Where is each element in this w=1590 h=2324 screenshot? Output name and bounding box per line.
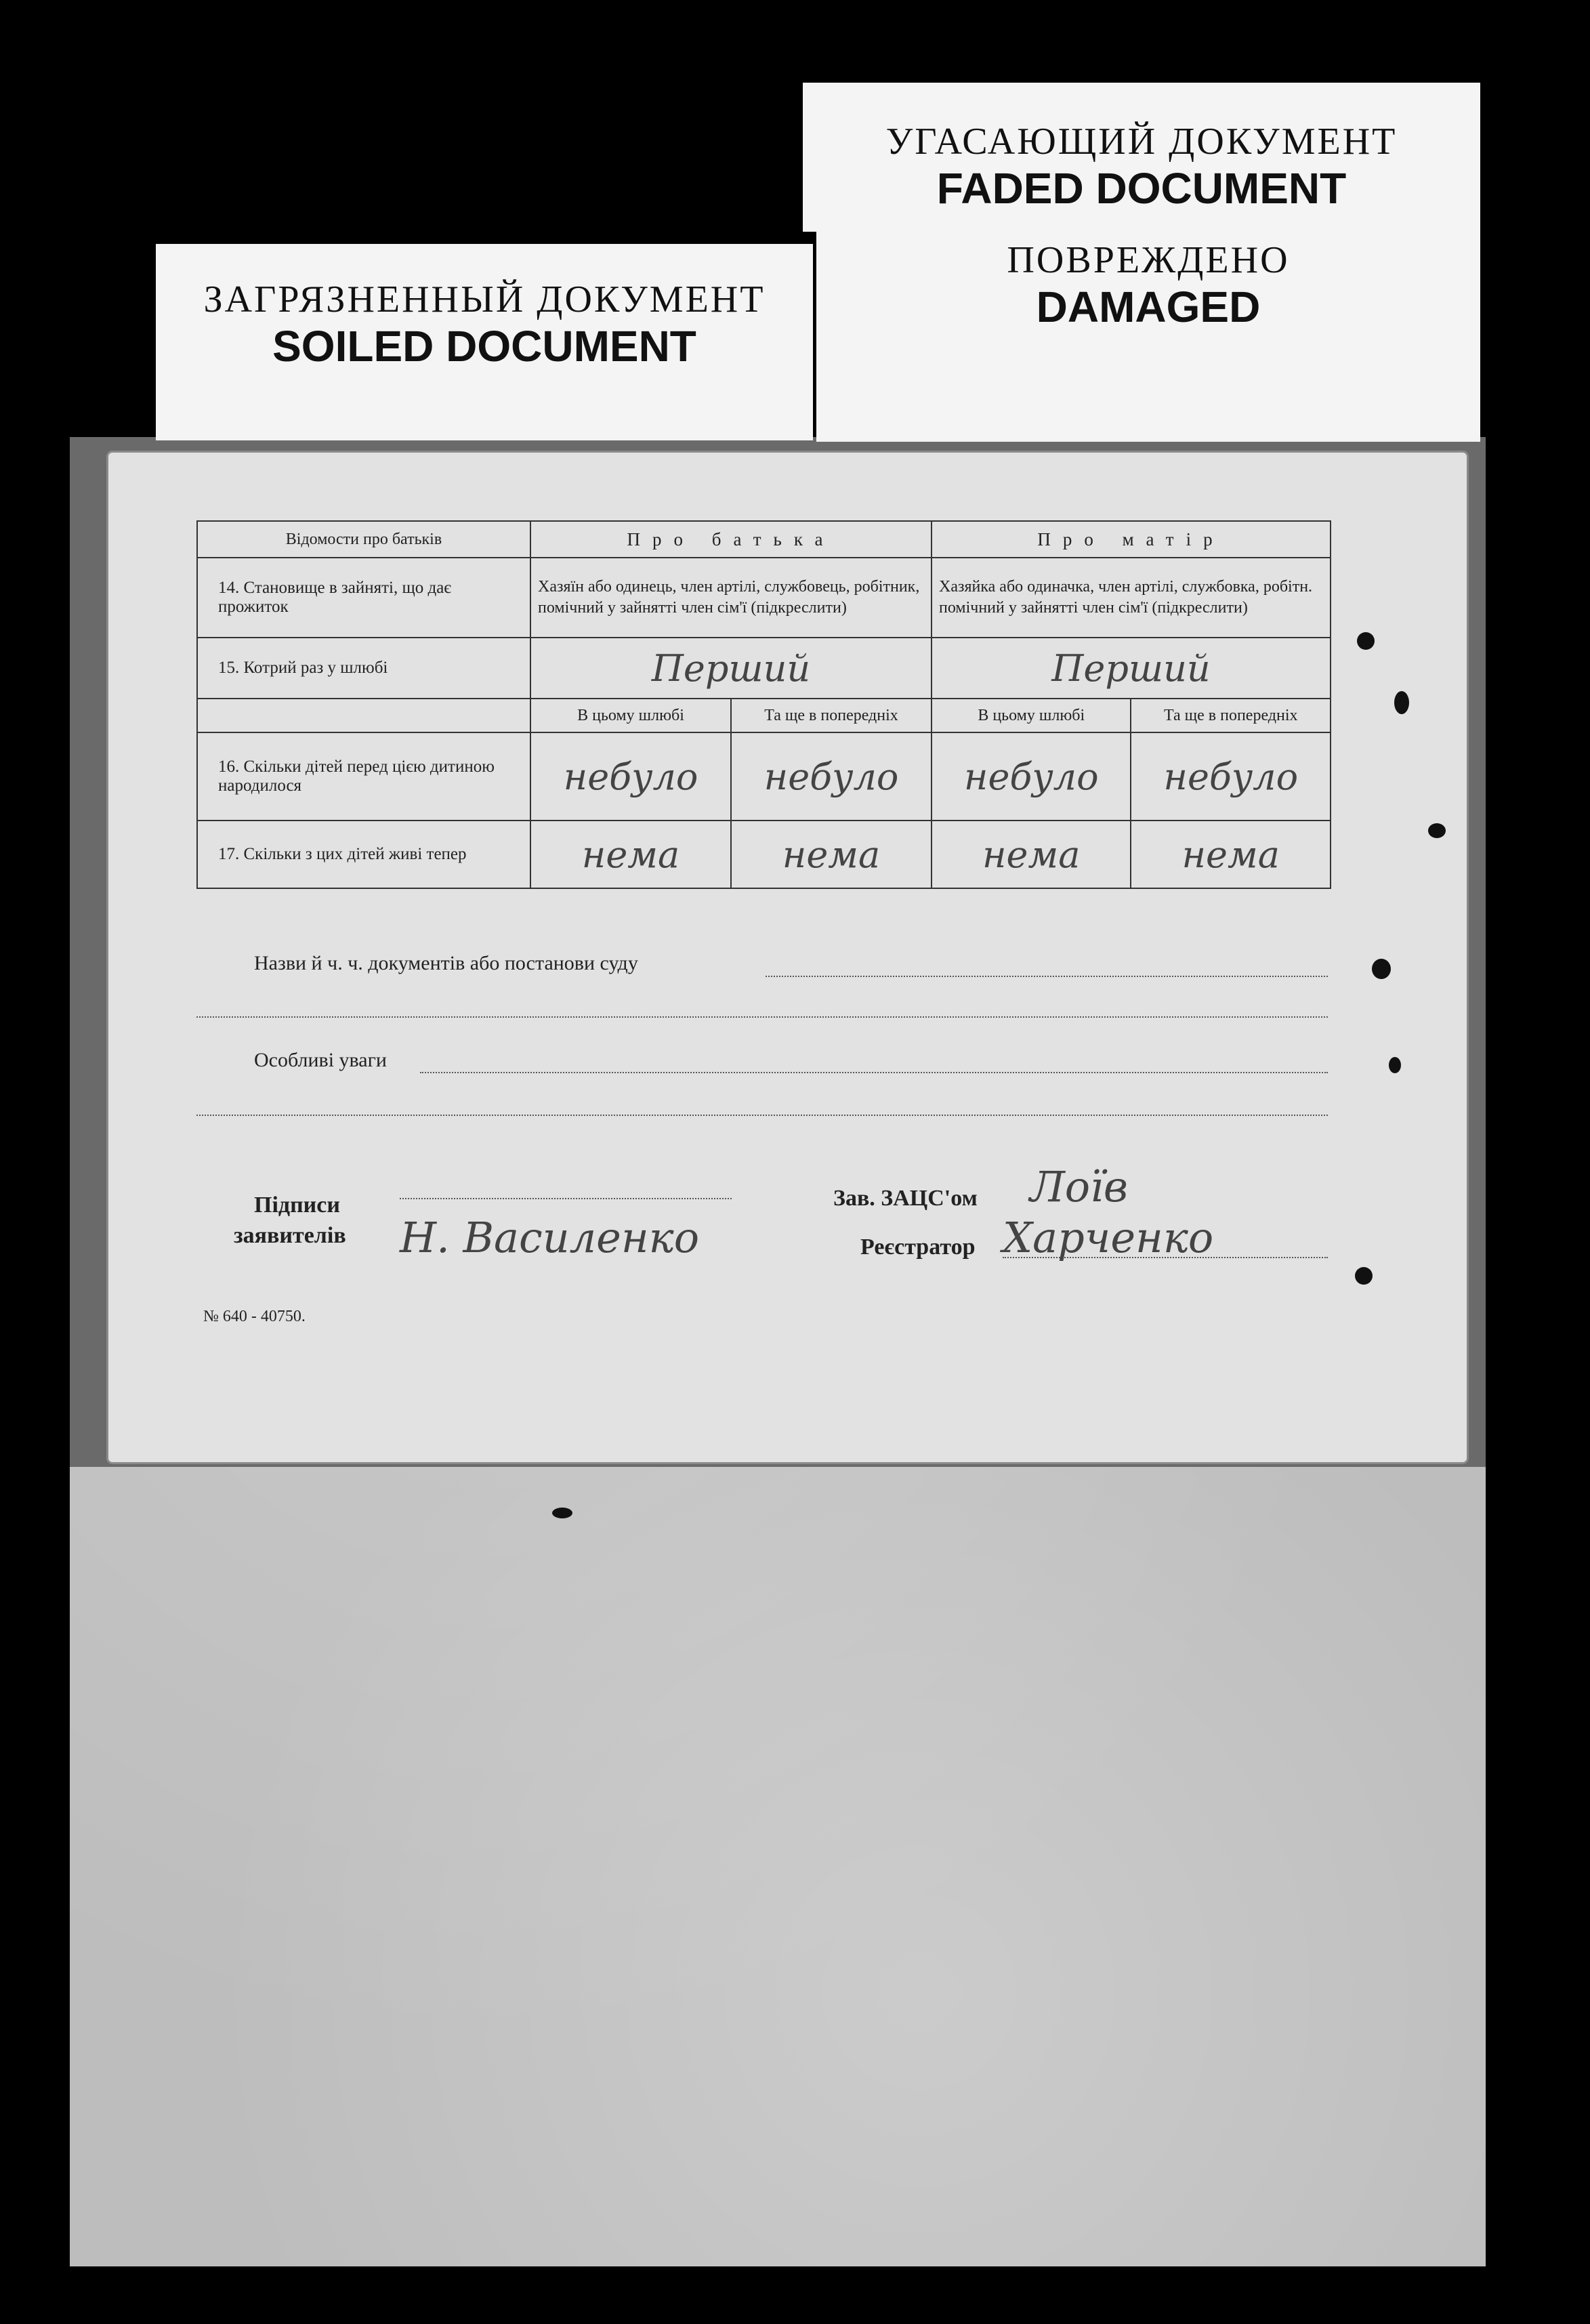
punch-hole: [1372, 959, 1391, 979]
row15-mother: Перший: [932, 638, 1331, 699]
soiled-tab-ru: ЗАГРЯЗНЕННЫЙ ДОКУМЕНТ: [203, 278, 766, 320]
punch-hole: [1357, 632, 1375, 650]
col-father-header: Про батька: [530, 521, 932, 558]
head-label: Зав. ЗАЦС'ом: [833, 1186, 978, 1211]
applicant-sign-line: [400, 1198, 732, 1199]
notes-line: [420, 1072, 1328, 1073]
punch-hole: [1394, 691, 1409, 714]
row15-father: Перший: [530, 638, 932, 699]
soiled-document-tab: [156, 244, 813, 440]
sub-mother-prev: Та ще в попередніх: [1131, 699, 1331, 732]
documents-line: [766, 976, 1328, 977]
row14-father: Хазяїн або одинець, член артілі, службовець, робітник, помічний у зайнятті член сім'ї (підкреслити): [530, 558, 932, 638]
row17-value: нема: [530, 821, 731, 888]
row16-value: небуло: [731, 732, 932, 821]
head-signature: Лоїв: [1030, 1162, 1128, 1211]
row16-label: 16. Скільки дітей перед цією дитиною народилося: [197, 732, 530, 821]
sub-mother-this: В цьому шлюбі: [932, 699, 1131, 732]
sub-father-this: В цьому шлюбі: [530, 699, 731, 732]
row14-mother: Хазяйка або одиначка, член артілі, службовка, робітн. помічний у зайнятті член сім'ї (підкреслити): [932, 558, 1331, 638]
order-number: № 640 - 40750.: [203, 1308, 306, 1325]
row17-value: нема: [731, 821, 932, 888]
faded-tab-ru: УГАСАЮЩИЙ ДОКУМЕНТ: [885, 121, 1398, 163]
row16-value: небуло: [1131, 732, 1331, 821]
punch-hole: [1389, 1057, 1401, 1073]
faded-tab-en: FADED DOCUMENT: [936, 164, 1347, 213]
row15-label: 15. Котрий раз у шлюбі: [197, 638, 530, 699]
punch-hole: [1355, 1267, 1373, 1285]
row17-value: нема: [1131, 821, 1331, 888]
damaged-tab-en: DAMAGED: [1036, 283, 1261, 331]
soiled-tab-en: SOILED DOCUMENT: [272, 322, 696, 371]
documents-line-2: [196, 1016, 1328, 1018]
sub-father-prev: Та ще в попередніх: [731, 699, 932, 732]
sub-header-blank: [197, 699, 530, 732]
row14-label: 14. Становище в зайняті, що дає прожиток: [197, 558, 530, 638]
damaged-tab-ru: ПОВРЕЖДЕНО: [1007, 239, 1290, 281]
applicants-label-2: заявителів: [234, 1223, 346, 1248]
debris-mark: [552, 1508, 572, 1518]
row17-label: 17. Скільки з цих дітей живі тепер: [197, 821, 530, 888]
notes-label: Особливі уваги: [254, 1049, 387, 1071]
row16-value: небуло: [932, 732, 1131, 821]
row17-value: нема: [932, 821, 1131, 888]
documents-label: Назви й ч. ч. документів або постанови суду: [254, 952, 638, 974]
registrar-label: Реєстратор: [860, 1234, 976, 1260]
parents-info-table: [196, 520, 1331, 889]
applicants-label-1: Підписи: [254, 1192, 340, 1218]
row16-value: небуло: [530, 732, 731, 821]
punch-hole: [1428, 823, 1446, 838]
registrar-signature: Харченко: [1003, 1213, 1214, 1262]
notes-line-2: [196, 1115, 1328, 1116]
applicant-signature: Н. Василенко: [400, 1213, 700, 1262]
damaged-tab: [816, 218, 1480, 442]
col-label-header: Відомости про батьків: [197, 521, 530, 558]
col-mother-header: Про матір: [932, 521, 1331, 558]
faded-document-tab: [803, 83, 1480, 232]
